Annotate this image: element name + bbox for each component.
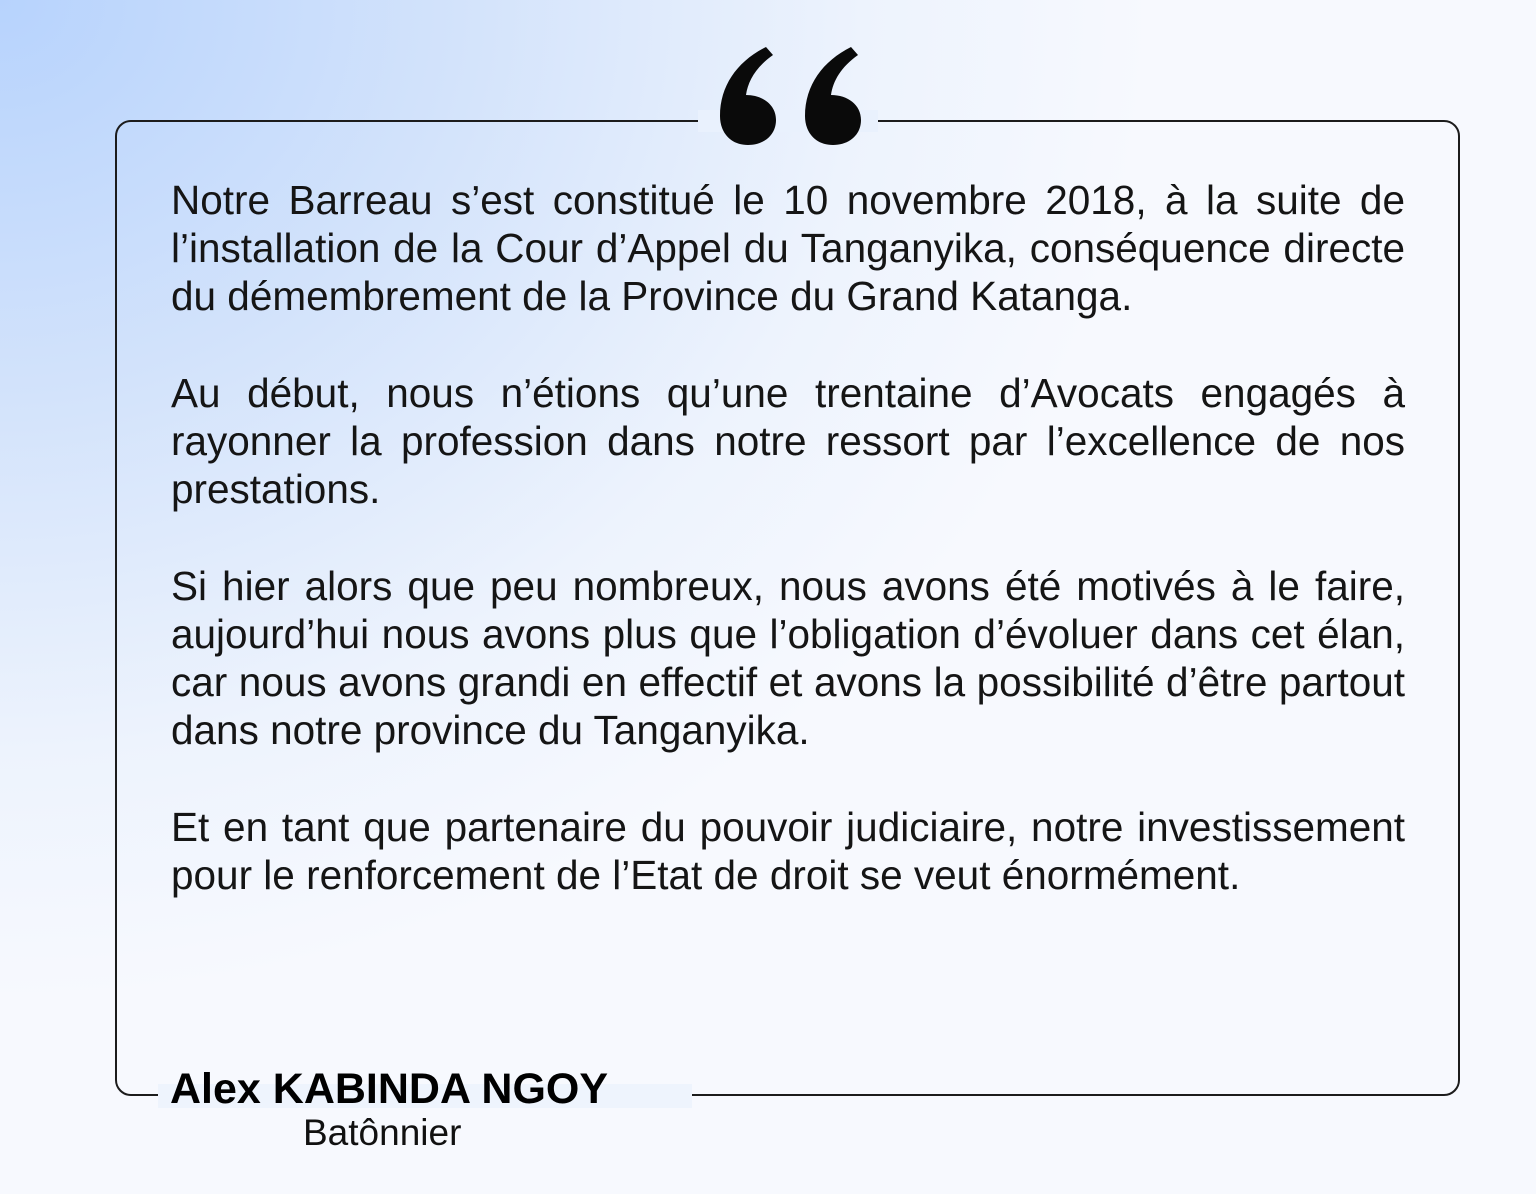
quote-paragraph-2: Au début, nous n’étions qu’une trentaine d’Avocats engagés à rayonner la profession dans notre ressort par l’excellence de nos prestations.: [171, 369, 1405, 513]
quote-body: [171, 176, 1405, 899]
quote-paragraph-4: Et en tant que partenaire du pouvoir judiciaire, notre investissement pour le renforcement de l’Etat de droit se veut énormément.: [171, 803, 1405, 898]
quotation-mark-icon: [718, 45, 862, 145]
signature-title: Batônnier: [303, 1112, 462, 1153]
quote-paragraph-3: Si hier alors que peu nombreux, nous avons été motivés à le faire, aujourd’hui nous avons plus que l’obligation d’évoluer dans cet élan, car nous avons grandi en effectif et avons la possibilité d’être partout dans notre province du Tanganyika.: [171, 562, 1405, 754]
signature-name: Alex KABINDA NGOY: [170, 1065, 609, 1113]
quote-paragraph-1: Notre Barreau s’est constitué le 10 novembre 2018, à la suite de l’installation de la Cour d’Appel du Tanganyika, conséquence directe du démembrement de la Province du Grand Katanga.: [171, 177, 1405, 320]
